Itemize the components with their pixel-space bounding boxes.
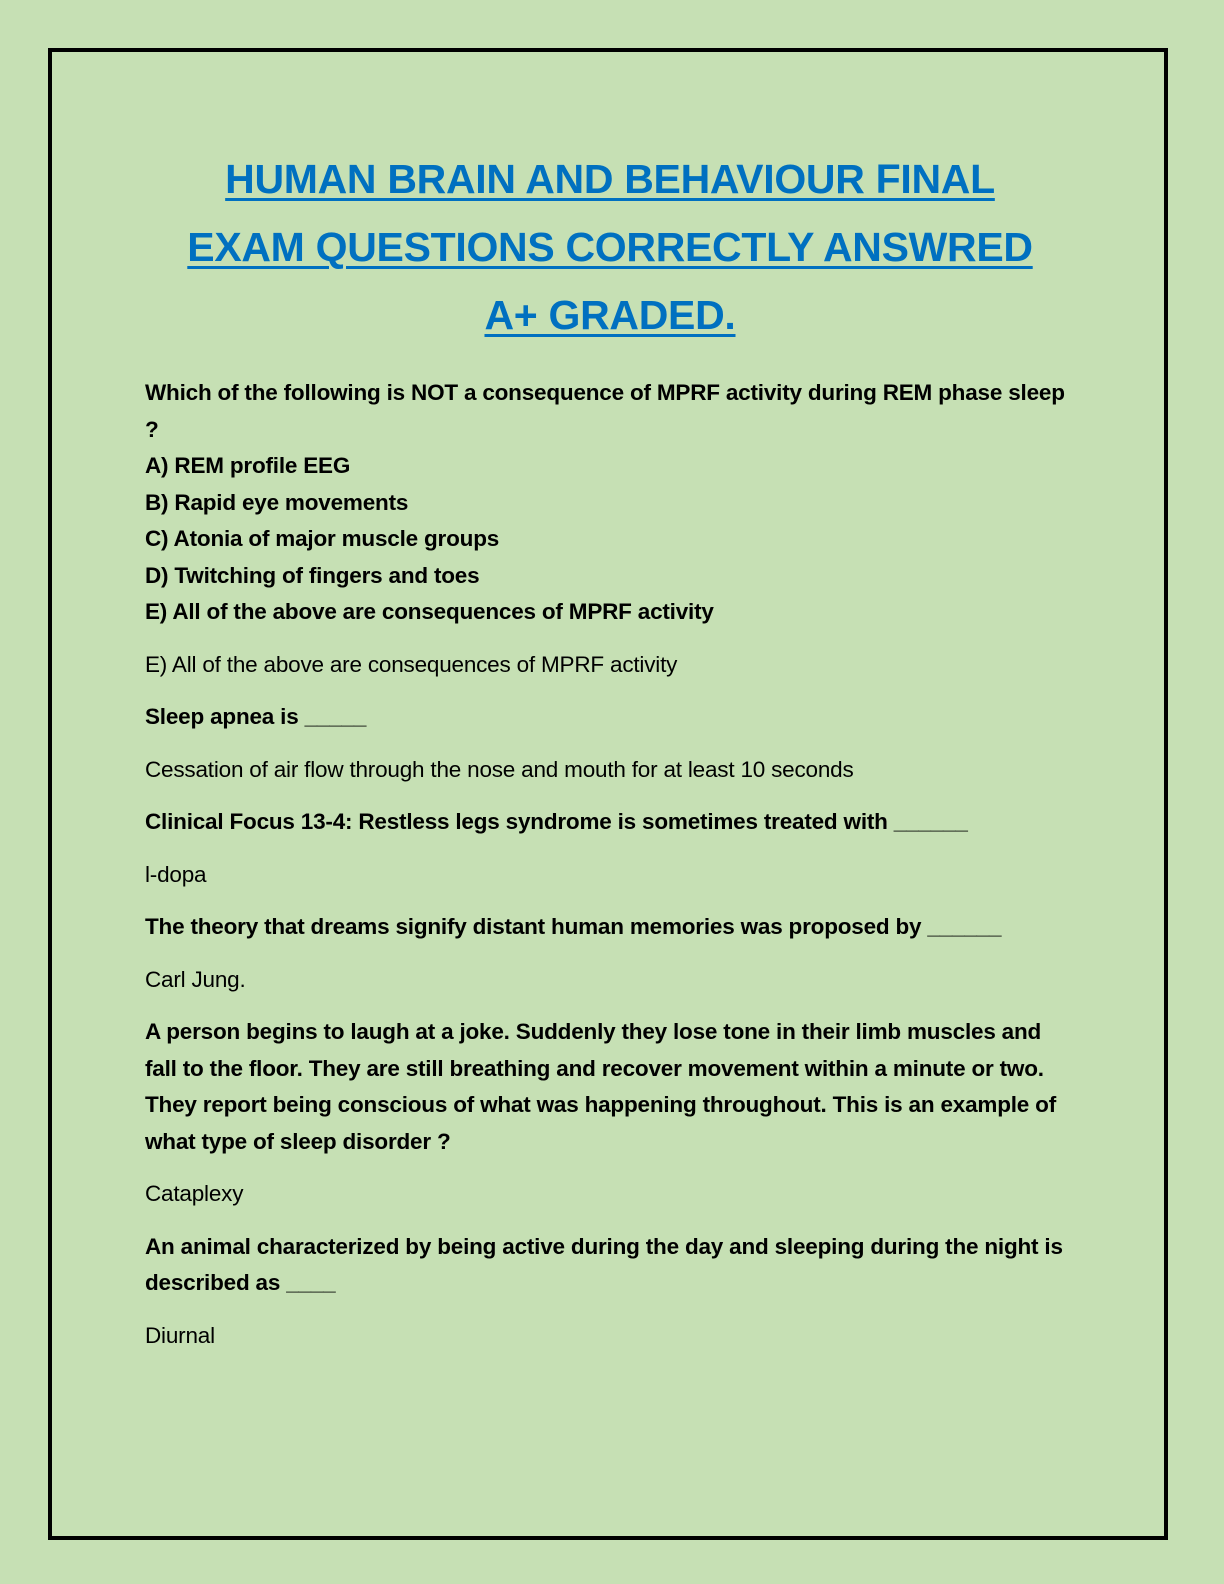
question-text: The theory that dreams signify distant human memories was proposed by ______ (145, 914, 1002, 939)
qa-item-2 (145, 699, 1075, 788)
document-title (125, 145, 1095, 349)
answer-text: Cessation of air flow through the nose and mouth for at least 10 seconds (145, 756, 854, 782)
option-b: B) Rapid eye movements (145, 489, 409, 515)
question-text: Sleep apnea is _____ (145, 704, 367, 729)
answer-text: Carl Jung. (145, 966, 246, 992)
title-line-3: A+ GRADED. (484, 292, 736, 338)
answer-text: l-dopa (145, 861, 207, 887)
answer-text: Diurnal (145, 1322, 215, 1348)
qa-item-3 (145, 804, 1075, 893)
option-a: A) REM profile EEG (145, 453, 351, 478)
answer-text: E) All of the above are consequences of MPRF activity (145, 651, 678, 677)
qa-item-1 (145, 375, 1075, 683)
option-d: D) Twitching of fingers and toes (145, 562, 480, 588)
question-text: An animal characterized by being active during the day and sleeping during the night is described as ____ (145, 1233, 1063, 1295)
title-line-1: HUMAN BRAIN AND BEHAVIOUR FINAL (225, 156, 995, 202)
option-c: C) Atonia of major muscle groups (145, 526, 500, 551)
title-line-2: EXAM QUESTIONS CORRECTLY ANSWRED (187, 224, 1033, 270)
question-text: Clinical Focus 13-4: Restless legs syndrome is sometimes treated with ______ (145, 809, 968, 834)
qa-item-6 (145, 1229, 1075, 1355)
document-content (145, 145, 1075, 1370)
option-e: E) All of the above are consequences of MPRF activity (145, 599, 714, 624)
qa-item-5 (145, 1014, 1075, 1213)
answer-options (145, 448, 1075, 631)
question-text: A person begins to laugh at a joke. Suddenly they lose tone in their limb muscles and fall to the floor. They are still breathing and recover movement within a minute or two. They report being conscious of what was happening throughout. This is an example of what type of sleep disorder ? (145, 1019, 1056, 1154)
qa-item-4 (145, 909, 1075, 998)
question-text: Which of the following is NOT a consequence of MPRF activity during REM phase sleep ? (145, 380, 1065, 442)
answer-text: Cataplexy (145, 1181, 244, 1206)
